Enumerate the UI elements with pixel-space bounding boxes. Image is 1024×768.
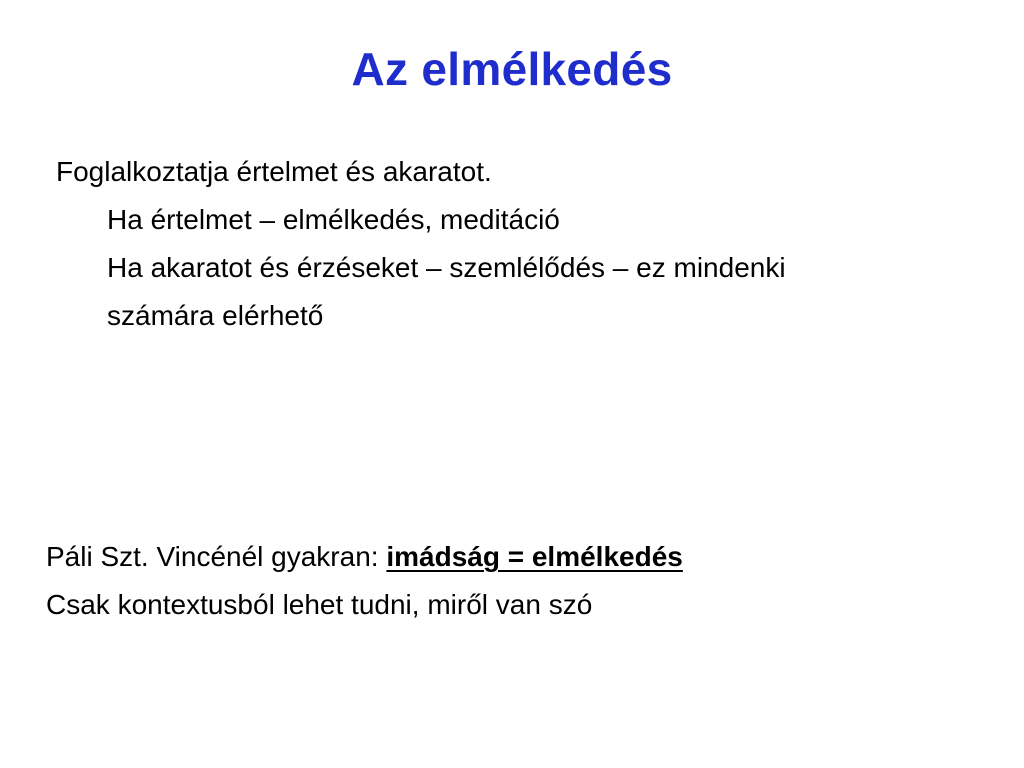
body-line-intro: Foglalkoztatja értelmet és akaratot. xyxy=(56,156,492,187)
body-line-will-continued: számára elérhető xyxy=(107,300,324,331)
body-text-bottom xyxy=(46,533,683,629)
body-line-will: Ha akaratot és érzéseket – szemlélődés – ez mindenki xyxy=(107,252,786,283)
body-text-top xyxy=(56,148,786,340)
body-line-intellect: Ha értelmet – elmélkedés, meditáció xyxy=(107,204,560,235)
vincent-line-emphasis: imádság = elmélkedés xyxy=(386,541,683,572)
slide-title: Az elmélkedés xyxy=(351,43,673,95)
vincent-line xyxy=(46,533,683,581)
context-line: Csak kontextusból lehet tudni, miről van szó xyxy=(46,589,593,620)
vincent-line-prefix: Páli Szt. Vincénél gyakran: xyxy=(46,541,387,572)
